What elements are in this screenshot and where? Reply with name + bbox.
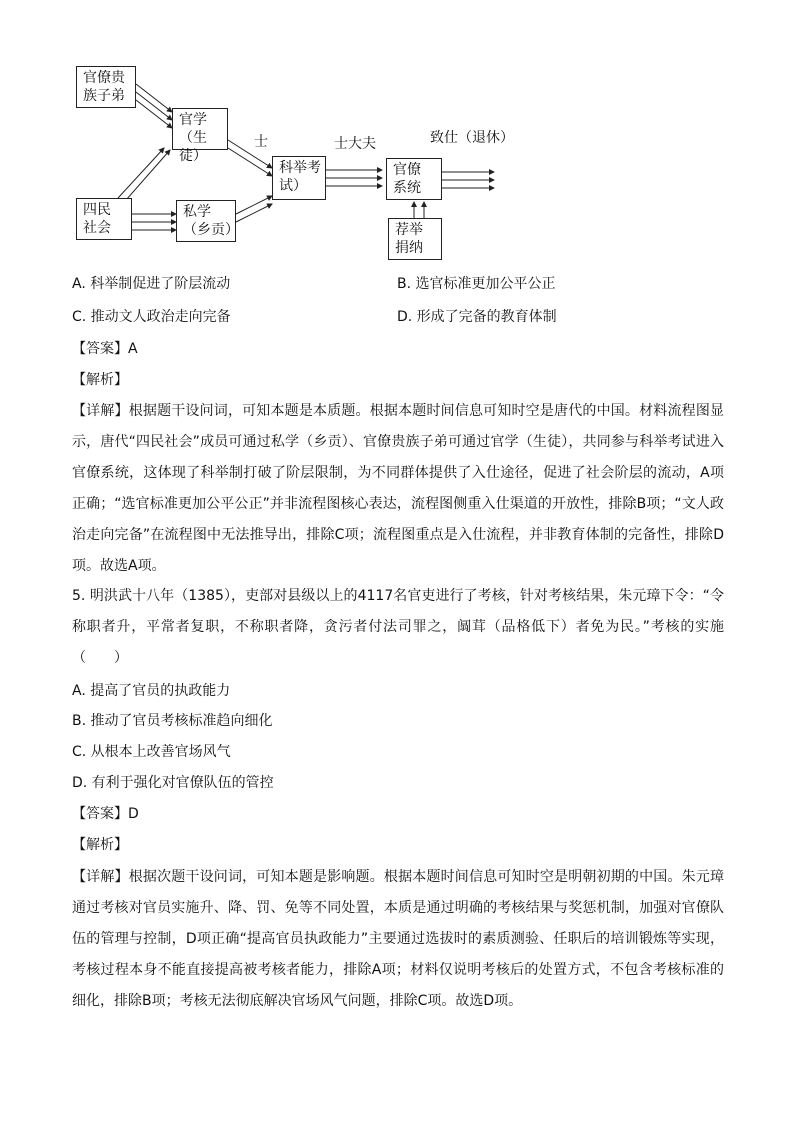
box-guanliao-guizu: 官僚贵 族子弟 [76, 66, 136, 108]
q4-option-c: C. 推动文人政治走向完备 [72, 309, 231, 325]
box-sixue: 私学 （乡贡） [176, 200, 236, 242]
label-shi: 士 [254, 134, 268, 150]
q5-stem: 5. 明洪武十八年（1385），吏部对县级以上的4117名官吏进行了考核，针对考核结果，朱元璋下令：“令称职者升，平常者复职，不称职者降，贪污者付法司罪之，阘茸（品格低下）者免为民。”考核的实施（ ） [72, 588, 724, 666]
q4-answer: 【答案】A [72, 341, 138, 357]
q5-answer: 【答案】D [72, 806, 139, 822]
box-guanxue: 官学 （生徒） [172, 108, 228, 150]
q5-analysis-title: 【解析】 [72, 837, 128, 853]
q5-option-a: A. 提高了官员的执政能力 [72, 683, 231, 699]
box-simin: 四民 社会 [76, 198, 132, 240]
q5-option-c: C. 从根本上改善官场风气 [72, 744, 231, 760]
q4-detail: 【详解】根据题干设问词，可知本题是本质题。根据本题时间信息可知时空是唐代的中国。材料流程图显示，唐代“四民社会”成员可通过私学（乡贡）、官僚贵族子弟可通过官学（生徒），共同参与科举考试进入官僚系统，这体现了科举制打破了阶层限制，为不同群体提供了入仕途径，促进了社会阶层的流动，A项正确；“选官标准更加公平公正”并非流程图核心表达，流程图侧重入仕渠道的开放性，排除B项；“文人政治走向完备”在流程图中无法推导出，排除C项；流程图重点是入仕流程，并非教育体制的完备性，排除D项。故选A项。 [72, 403, 724, 574]
box-guanliao-xitong: 官僚 系统 [386, 158, 442, 200]
q5-detail: 【详解】根据次题干设问词，可知本题是影响题。根据本题时间信息可知时空是明朝初期的中国。朱元璋通过考核对官员实施升、降、罚、免等不同处置，本质是通过明确的考核结果与奖惩机制，加强对官僚队伍的管理与控制，D项正确“提高官员执政能力”主要通过选拔时的素质测验、任职后的培训锻炼等实现，考核过程本身不能直接提高被考核者能力，排除A项；材料仅说明考核后的处置方式，不包含考核标准的细化，排除B项；考核无法彻底解决官场风气问题，排除C项。故选D项。 [72, 869, 724, 1009]
q5-option-b: B. 推动了官员考核标准趋向细化 [72, 713, 273, 729]
label-shidafu: 士大夫 [334, 136, 376, 152]
q5-option-d: D. 有利于强化对官僚队伍的管控 [72, 775, 274, 791]
box-keju: 科举考 试） [272, 156, 326, 200]
q4-analysis-title: 【解析】 [72, 372, 128, 388]
label-zhishi: 致仕（退休） [430, 130, 514, 146]
q4-option-d: D. 形成了完备的教育体制 [397, 309, 557, 325]
box-jianju: 荐举 捐纳 [388, 218, 442, 260]
q4-option-b: B. 选官标准更加公平公正 [397, 276, 556, 292]
q4-option-a: A. 科举制促进了阶层流动 [72, 276, 231, 292]
